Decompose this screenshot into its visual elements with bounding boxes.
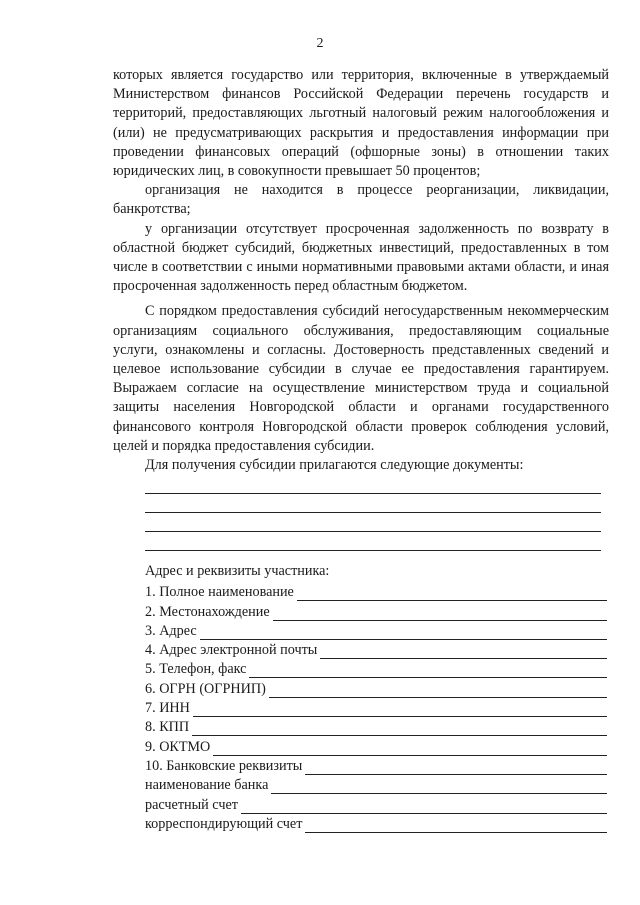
field-ogrn [145,678,607,697]
field-blank[interactable] [271,779,607,794]
field-blank[interactable] [213,741,607,756]
documents-title: Для получения субсидии прилагаются следующие документы: [145,457,524,473]
field-oktmo [145,736,607,755]
field-bank-details [145,756,607,775]
field-settlement-account [145,794,607,813]
field-blank[interactable] [273,606,607,621]
field-blank[interactable] [192,721,607,736]
field-blank[interactable] [241,799,607,814]
field-label: 9. ОКТМО [145,738,211,755]
field-label: 4. Адрес электронной почты [145,642,318,659]
field-blank[interactable] [305,760,607,775]
page-number: 2 [316,36,324,51]
field-blank[interactable] [249,663,607,678]
field-blank[interactable] [200,625,607,640]
documents-blank-line-3[interactable] [145,513,601,532]
documents-section [145,456,605,551]
body-text [113,66,609,456]
field-label: 7. ИНН [145,700,190,717]
field-blank[interactable] [193,702,607,717]
details-heading: Адрес и реквизиты участника: [145,563,330,579]
field-address [145,621,607,640]
field-blank[interactable] [320,644,607,659]
documents-blank-line-4[interactable] [145,532,601,551]
field-full-name [145,582,607,601]
field-email [145,640,607,659]
field-blank[interactable] [297,586,607,601]
field-label: 5. Телефон, факс [145,661,247,678]
paragraph-consent: С порядком предоставления субсидий негосударственным некоммерческим организациям социального обслуживания, предоставляющим социальные услуги, ознакомлены и согласны. Достоверность представленных сведений и целевое использование субсидии в случае ее предоставления гарантируем. Выражаем согласие на осуществление министерством труда и социальной защиты населения Новгородской области и органами государственного финансового контроля Новгородской области проверок соблюдения условий, целей и порядка предоставления субсидии. [113,303,609,454]
paragraph-offshore: которых является государство или территория, включенные в утверждаемый Министерством финансов Российской Федерации перечень государств и территорий, предоставляющих льготный налоговый режим налогообложения и (или) не предусматривающих раскрытия и предоставления информации при проведении финансовых операций (офшорные зоны) в отношении таких юридических лиц, в совокупности превышает 50 процентов; [113,67,609,180]
field-phone-fax [145,659,607,678]
field-label: 8. КПП [145,719,190,736]
documents-blank-line-1[interactable] [145,475,601,494]
field-label: корреспондирующий счет [145,815,303,832]
paragraph-reorganization: организация не находится в процессе реорганизации, ликвидации, банкротства; [113,182,609,218]
field-blank[interactable] [269,683,607,698]
field-label: 3. Адрес [145,622,197,639]
documents-blank-line-2[interactable] [145,494,601,513]
field-bank-name [145,775,607,794]
paragraph-debt: у организации отсутствует просроченная задолженность по возврату в областной бюджет субсидий, бюджетных инвестиций, предоставленных в том числе в соответствии с иными нормативными правовыми актами области, и иная просроченная задолженность перед областным бюджетом. [113,220,609,295]
field-label: 2. Местонахождение [145,603,270,620]
field-label: расчетный счет [145,796,238,813]
field-inn [145,698,607,717]
participant-details [145,562,607,833]
field-correspondent-account [145,814,607,833]
field-blank[interactable] [305,818,607,833]
field-label: 1. Полное наименование [145,584,294,601]
field-location [145,601,607,620]
field-label: наименование банка [145,777,269,794]
field-label: 10. Банковские реквизиты [145,757,303,774]
field-label: 6. ОГРН (ОГРНИП) [145,680,266,697]
field-kpp [145,717,607,736]
